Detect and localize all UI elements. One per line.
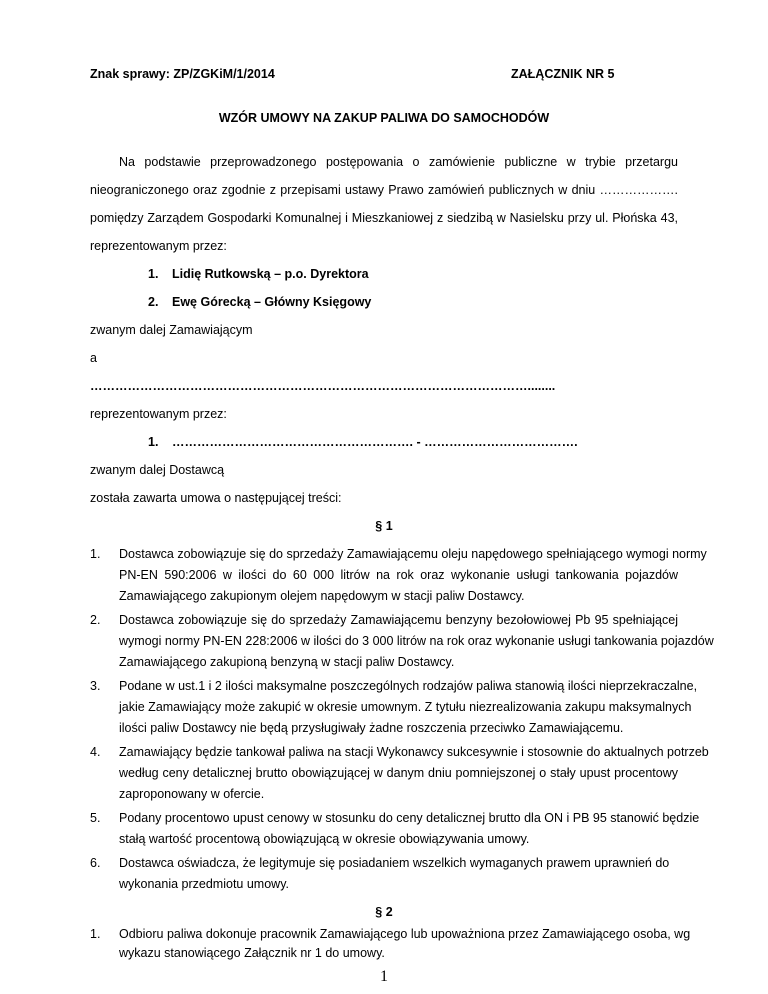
representative-2-number: 2.: [148, 295, 159, 309]
s1-item-6-line-2: wykonania przedmiotu umowy.: [119, 877, 289, 891]
s1-item-2-line-3: Zamawiającego zakupioną benzyną w stacji paliw Dostawcy.: [119, 655, 455, 669]
called-supplier: zwanym dalej Dostawcą: [90, 463, 225, 477]
s1-item-6-line-1: Dostawca oświadcza, że legitymuje się posiadaniem wszelkich wymaganych prawem uprawnień do: [119, 856, 670, 870]
and-word: a: [90, 351, 97, 365]
attachment-label: ZAŁĄCZNIK NR 5: [511, 67, 615, 81]
intro-line-1: Na podstawie przeprowadzonego postępowania o zamówienie publiczne w trybie przetargu: [119, 155, 678, 169]
s1-item-1-line-2: PN-EN 590:2006 w ilości do 60 000 litrów na rok oraz wykonanie usługi tankowania pojazdów: [119, 568, 678, 582]
s1-item-4-number: 4.: [90, 745, 101, 759]
intro-line-4: reprezentowanym przez:: [90, 239, 227, 253]
representative-1: Lidię Rutkowską – p.o. Dyrektora: [172, 267, 369, 281]
s1-item-1-number: 1.: [90, 547, 101, 561]
s2-item-1-number: 1.: [90, 927, 101, 941]
supplier-dots: ……………………………………………………………………………………………........: [90, 379, 556, 393]
s1-item-4-line-3: zaproponowany w ofercie.: [119, 787, 265, 801]
s1-item-3-line-2: jakie Zamawiający może zakupić w okresie umownym. Z tytułu niezrealizowania zakupu maksymalnych: [119, 700, 692, 714]
document-title: WZÓR UMOWY NA ZAKUP PALIWA DO SAMOCHODÓW: [218, 111, 550, 125]
concluded-text: została zawarta umowa o następującej treści:: [90, 491, 342, 505]
intro-line-2: nieograniczonego oraz zgodnie z przepisami ustawy Prawo zamówień publicznych w dniu ……………….: [90, 183, 678, 197]
s1-item-3-number: 3.: [90, 679, 101, 693]
page-number: 1: [380, 968, 388, 985]
supplier-rep-number: 1.: [148, 435, 159, 449]
s1-item-2-line-1: Dostawca zobowiązuje się do sprzedaży Zamawiającemu benzyny bezołowiowej Pb 95 spełniającej: [119, 613, 678, 627]
s1-item-2-number: 2.: [90, 613, 101, 627]
s1-item-4-line-1: Zamawiający będzie tankował paliwa na stacji Wykonawcy sukcesywnie i stosownie do aktualnych potrzeb: [119, 745, 709, 759]
called-ordering: zwanym dalej Zamawiającym: [90, 323, 253, 337]
s1-item-5-line-1: Podany procentowo upust cenowy w stosunku do ceny detalicznej brutto dla ON i PB 95 stanowić będzie: [119, 811, 700, 825]
represented-by: reprezentowanym przez:: [90, 407, 227, 421]
case-number: Znak sprawy: ZP/ZGKiM/1/2014: [90, 67, 275, 81]
s2-item-1-line-2: wykazu stanowiącego Załącznik nr 1 do umowy.: [119, 946, 385, 960]
section-2-heading: § 2: [375, 905, 393, 919]
s1-item-6-number: 6.: [90, 856, 101, 870]
s1-item-1-line-3: Zamawiającego zakupionym olejem napędowym w stacji paliw Dostawcy.: [119, 589, 525, 603]
s1-item-3-line-3: ilości paliw Dostawcy nie będą przysługiwały żadne roszczenia przeciwko Zamawiającemu.: [119, 721, 624, 735]
s2-item-1-line-1: Odbioru paliwa dokonuje pracownik Zamawiającego lub upoważniona przez Zamawiającego osoba, wg: [119, 927, 691, 941]
s1-item-1-line-1: Dostawca zobowiązuje się do sprzedaży Zamawiającemu oleju napędowego spełniającego wymogi normy: [119, 547, 707, 561]
supplier-rep-dots: …………………………………………………. - ……………………………….: [172, 435, 578, 449]
s1-item-2-line-2: wymogi normy PN-EN 228:2006 w ilości do 3 000 litrów na rok oraz wykonanie usługi tankowania pojazdów: [119, 634, 714, 648]
s1-item-5-number: 5.: [90, 811, 101, 825]
intro-line-3: pomiędzy Zarządem Gospodarki Komunalnej i Mieszkaniowej z siedzibą w Nasielsku przy ul. Płońska 43,: [90, 211, 678, 225]
s1-item-4-line-2: według ceny detalicznej brutto obowiązującej w danym dniu pomniejszonej o stały upust procentowy: [119, 766, 678, 780]
s1-item-3-line-1: Podane w ust.1 i 2 ilości maksymalne poszczególnych rodzajów paliwa stanowią ilości nieprzekraczalne,: [119, 679, 698, 693]
s1-item-5-line-2: stałą wartość procentową obowiązującą w okresie obowiązywania umowy.: [119, 832, 530, 846]
representative-1-number: 1.: [148, 267, 159, 281]
section-1-heading: § 1: [375, 519, 393, 533]
representative-2: Ewę Górecką – Główny Księgowy: [172, 295, 372, 309]
